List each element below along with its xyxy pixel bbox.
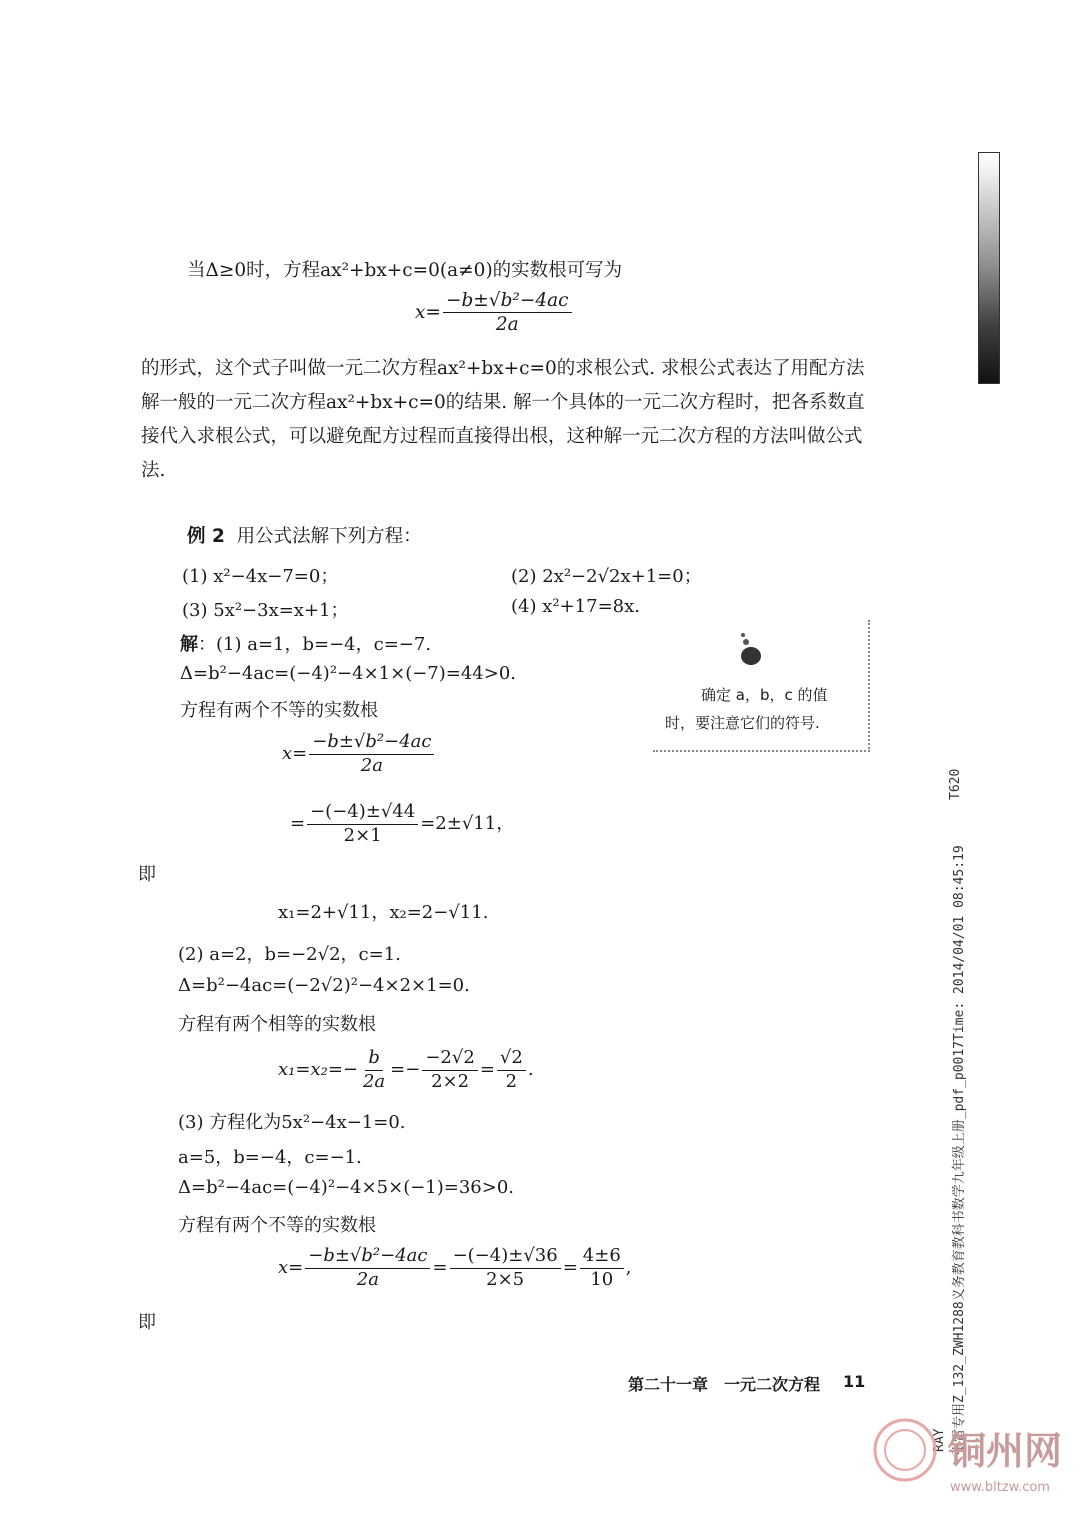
solution-3-frac-2-den: 2×5 xyxy=(486,1268,525,1290)
problem-4: (4) x²+17=8x. xyxy=(511,596,640,617)
solution-2-frac-1-den: 2a xyxy=(362,1070,386,1092)
solution-2-formula: x₁=x₂=− $\frac{b}{2a}$ =− $\frac{-2√2}{2\times 2}$ = $\frac{√2}{2}$ . xyxy=(278,1047,534,1092)
solution-label: 解 xyxy=(180,634,198,655)
solution-2-frac-3-den: 2 xyxy=(505,1070,518,1092)
solution-3-text: 方程有两个不等的实数根 xyxy=(178,1215,376,1236)
solution-1-coeffs xyxy=(180,630,431,656)
problem-2: (2) 2x²−2√2x+1=0； xyxy=(511,566,702,587)
example-heading xyxy=(187,522,422,548)
formula-fraction xyxy=(443,290,572,336)
page-number: 11 xyxy=(843,1372,866,1391)
watermark-seal-icon xyxy=(870,1415,940,1485)
formula-denominator: 2a xyxy=(495,314,519,336)
solution-3-frac-2 xyxy=(450,1246,561,1290)
solution-3-frac-1 xyxy=(305,1246,430,1290)
solution-1-formula-lhs: x= xyxy=(282,743,308,765)
solution-1-formula-den: 2a xyxy=(360,754,383,776)
solution-1-formula xyxy=(282,732,436,776)
solution-3-coeffs: a=5，b=−4，c=−1. xyxy=(178,1147,362,1168)
solution-2-frac-2-num: −2√2 xyxy=(422,1048,477,1071)
solution-3-delta: Δ=b²−4ac=(−4)²−4×5×(−1)=36>0. xyxy=(178,1177,515,1198)
solution-3-frac-3 xyxy=(580,1246,624,1290)
solution-3-frac-3-num: 4±6 xyxy=(580,1246,624,1269)
root-formula xyxy=(415,290,574,336)
intro-paragraph: 的形式，这个式子叫做一元二次方程ax²+bx+c=0的求根公式. 求根公式表达了用配方法解一般的一元二次方程ax²+bx+c=0的结果. 解一个具体的一元二次方程时，把各系数直接代入求根公式，可以避免配方过程而直接得出根，这种解一元二次方程的方法叫做公式法. xyxy=(141,358,865,481)
solution-1-formula-fraction xyxy=(309,732,434,776)
solution-2-frac-3-num: √2 xyxy=(497,1048,526,1071)
solution-3-formula: x= $\frac{\text{−b±√b²−4ac}}{2a}$ = $\frac{-(-4)\pm√36}{2\times 5}$ = $\frac{4\pm 6}{10}$ , xyxy=(278,1245,632,1290)
ji-label-2: 即 xyxy=(138,1312,156,1333)
problem-1: (1) x²−4x−7=0； xyxy=(182,566,339,587)
margin-scan-info: 张雷专用Z_132_ZWH1288义务教育教科书数学九年级上册_pdf_p0017Time: 2014/04/01 08:45:19 xyxy=(952,845,967,1455)
side-note-line-1: 确定 a，b，c 的值 xyxy=(701,686,828,704)
solution-1-sub-result: =2±√11， xyxy=(420,813,515,835)
solution-1-sub-fraction xyxy=(307,802,418,846)
example-title: 用公式法解下列方程： xyxy=(236,526,422,547)
solution-2-frac-2 xyxy=(422,1048,477,1092)
solution-3-frac-1-den: 2a xyxy=(356,1268,379,1290)
solution-1-delta: Δ=b²−4ac=(−4)²−4×1×(−7)=44>0. xyxy=(180,663,517,684)
margin-code: T620 xyxy=(948,768,963,800)
solution-1-coeffs-text: ：(1) a=1，b=−4，c=−7. xyxy=(198,634,432,655)
ji-label-1: 即 xyxy=(138,864,156,885)
side-note xyxy=(653,620,870,752)
footer-chapter: 第二十一章 一元二次方程 xyxy=(628,1375,821,1394)
example-label: 例 2 xyxy=(187,526,225,547)
site-watermark xyxy=(870,1410,1070,1510)
solution-2-frac-1-num: b xyxy=(365,1048,383,1071)
watermark-site-name: 铜州网 xyxy=(948,1429,1063,1473)
margin-library: RAY xyxy=(932,1428,947,1452)
solution-2-delta: Δ=b²−4ac=(−2√2)²−4×2×1=0. xyxy=(178,975,470,996)
solution-1-formula-num: −b±√b²−4ac xyxy=(309,732,434,755)
solution-1-substitution: = $\frac{-(-4)\pm√44}{2\times 1}$ =2±√11， xyxy=(290,801,515,846)
solution-2-frac-1 xyxy=(360,1048,388,1092)
solution-1-sub-den: 2×1 xyxy=(343,824,382,846)
solution-1-text: 方程有两个不等的实数根 xyxy=(180,700,378,721)
side-note-line-2: 时，要注意它们的符号. xyxy=(665,714,820,732)
solution-2-frac-2-den: 2×2 xyxy=(431,1070,470,1092)
calibration-strip xyxy=(978,152,1000,384)
solution-3-frac-1-num: −b±√b²−4ac xyxy=(305,1246,430,1269)
solution-2-text: 方程有两个相等的实数根 xyxy=(178,1014,376,1035)
solution-2-coeffs: (2) a=2，b=−2√2，c=1. xyxy=(178,944,401,965)
solution-2-lhs: x₁=x₂=− xyxy=(278,1059,358,1081)
solution-1-roots: x₁=2+√11，x₂=2−√11. xyxy=(278,902,489,923)
watermark-url: www.bltzw.com xyxy=(950,1480,1050,1495)
solution-1-sub-num: −(−4)±√44 xyxy=(307,802,418,825)
problem-3: (3) 5x²−3x=x+1； xyxy=(182,600,349,621)
solution-3-rewrite: (3) 方程化为5x²−4x−1=0. xyxy=(178,1112,406,1133)
solution-2-frac-3 xyxy=(497,1048,526,1092)
thinking-bubble-icon xyxy=(735,630,765,670)
formula-numerator: −b±√b²−4ac xyxy=(443,290,572,313)
formula-lhs: x= xyxy=(415,301,441,323)
solution-3-frac-3-den: 10 xyxy=(590,1268,614,1290)
solution-3-frac-2-num: −(−4)±√36 xyxy=(450,1246,561,1269)
condition-line: 当Δ≥0时，方程ax²+bx+c=0(a≠0)的实数根可写为 xyxy=(187,260,623,281)
